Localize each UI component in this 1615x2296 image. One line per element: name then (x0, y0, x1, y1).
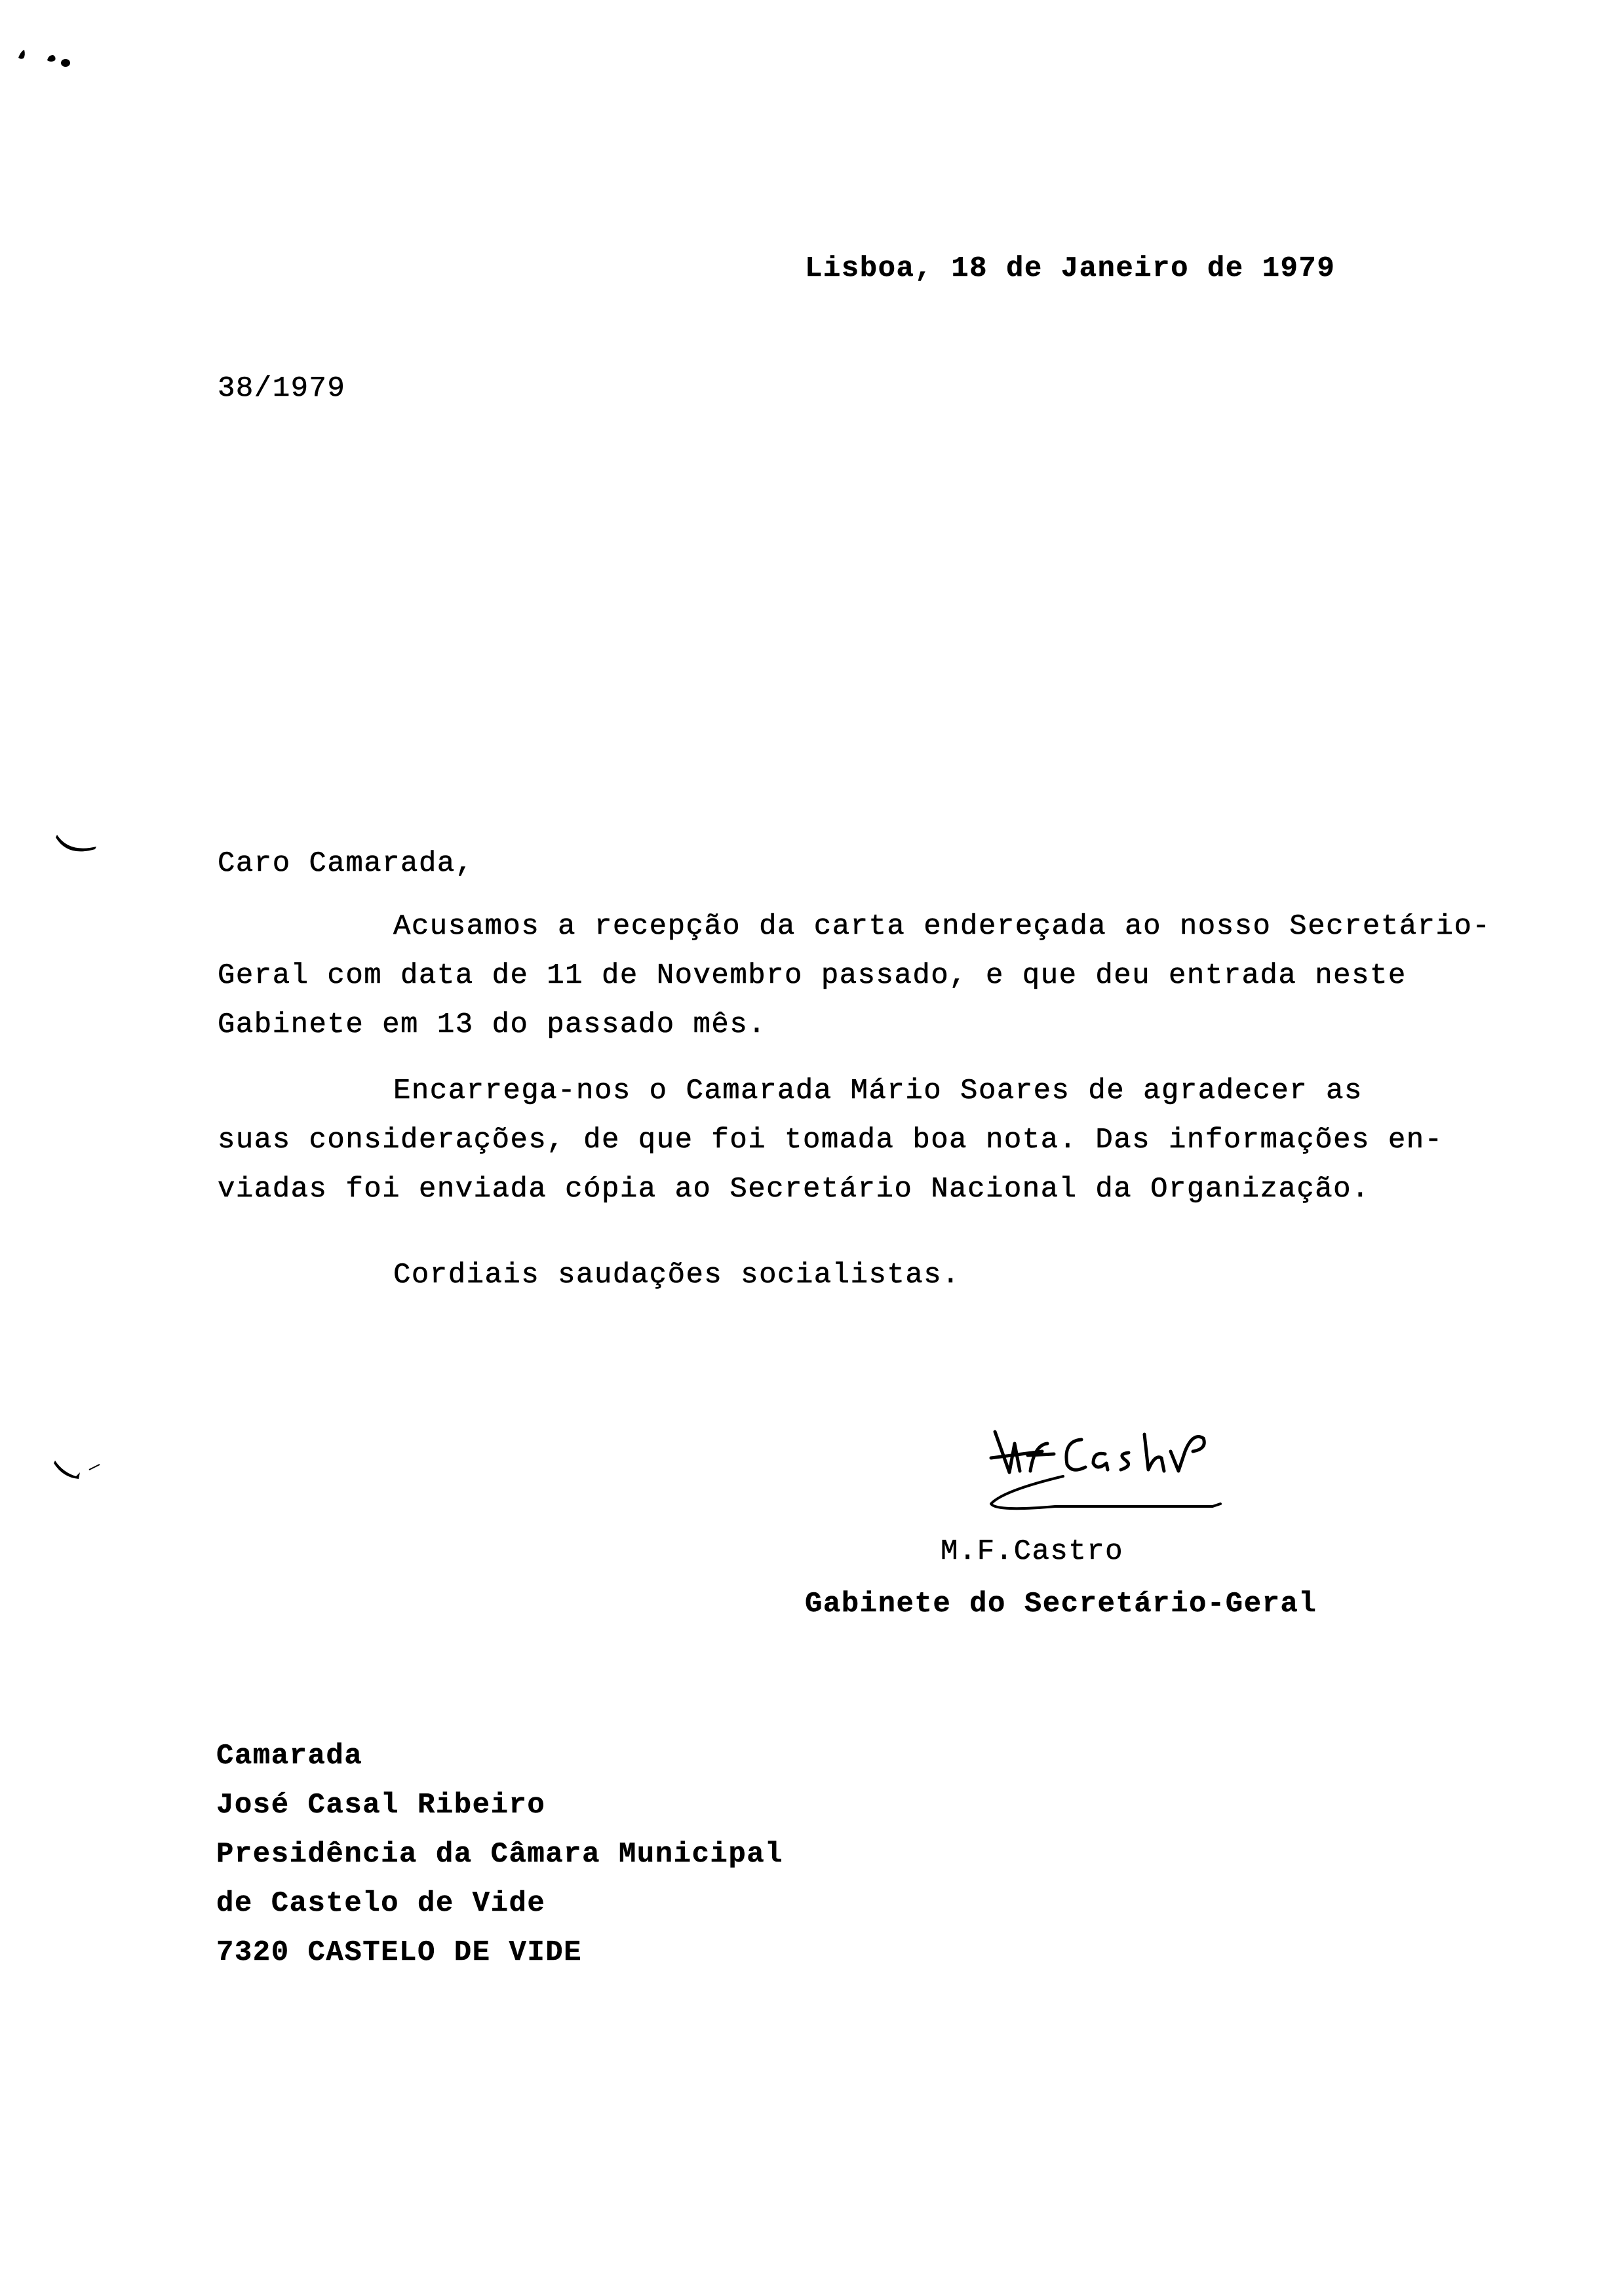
recipient-line-1: Camarada (216, 1740, 363, 1772)
paragraph-1-line-2: Geral com data de 11 de Novembro passado, e que deu entrada neste (218, 959, 1407, 992)
reference-number: 38/1979 (218, 372, 346, 405)
recipient-line-4: de Castelo de Vide (216, 1887, 546, 1920)
signatory-office: Gabinete do Secretário-Geral (805, 1588, 1317, 1620)
paragraph-2-line-3: viadas foi enviada cópia ao Secretário Nacional da Organização. (218, 1173, 1370, 1206)
place-date: Lisboa, 18 de Janeiro de 1979 (805, 252, 1336, 285)
closing: Cordiais saudações socialistas. (393, 1259, 961, 1292)
fold-mark-icon (54, 1458, 106, 1484)
paragraph-2-line-2: suas considerações, de que foi tomada boa nota. Das informações en- (218, 1124, 1443, 1157)
recipient-line-3: Presidência da Câmara Municipal (216, 1838, 784, 1871)
punch-dots-mark (13, 46, 79, 72)
handwritten-signature (977, 1425, 1252, 1517)
fold-mark-icon (56, 832, 102, 858)
recipient-line-2: José Casal Ribeiro (216, 1789, 546, 1822)
paragraph-1-line-1: Acusamos a recepção da carta endereçada ao nosso Secretário- (393, 910, 1491, 943)
salutation: Caro Camarada, (218, 847, 474, 880)
recipient-line-5: 7320 CASTELO DE VIDE (216, 1936, 583, 1969)
paragraph-2-line-1: Encarrega-nos o Camarada Mário Soares de agradecer as (393, 1075, 1363, 1107)
signatory-name: M.F.Castro (941, 1535, 1124, 1568)
paragraph-1-line-3: Gabinete em 13 do passado mês. (218, 1008, 767, 1041)
